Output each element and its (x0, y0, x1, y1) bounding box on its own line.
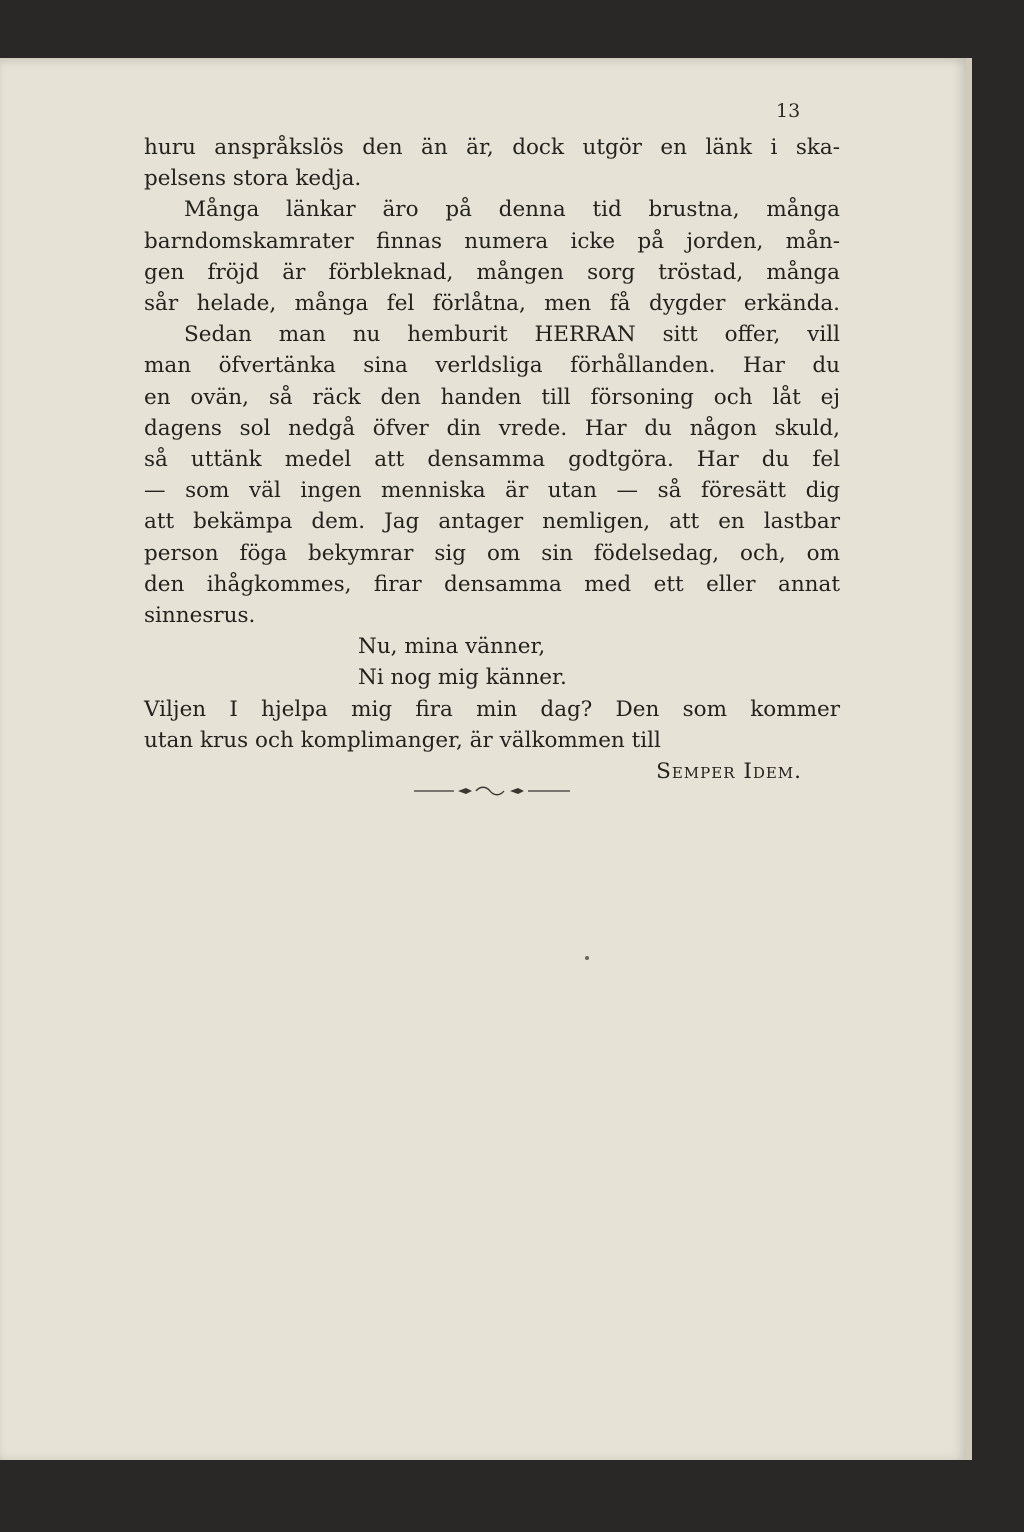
text-line: person föga bekymrar sig om sin födelsedag, och, om (144, 540, 840, 566)
page-text (144, 132, 840, 787)
verse-line: Ni nog mig känner. (358, 665, 567, 691)
text-line: gen fröjd är förbleknad, mången sorg tröstad, många (144, 259, 840, 285)
page-edge (966, 58, 972, 1460)
text-line: en ovän, så räck den handen till försoning och låt ej (144, 384, 840, 410)
ornament-divider (414, 784, 570, 798)
text-line: pelsens stora kedja. (144, 166, 362, 192)
text-line: så uttänk medel att densamma godtgöra. Har du fel (144, 447, 840, 473)
text-line: man öfvertänka sina verldsliga förhållanden. Har du (144, 353, 840, 379)
text-line: den ihågkommes, firar densamma med ett eller annat (144, 571, 840, 597)
text-line: barndomskamrater finnas numera icke på jorden, mån- (144, 228, 840, 254)
text-line: sår helade, många fel förlåtna, men få dygder erkända. (144, 291, 840, 317)
text-line: Sedan man nu hemburit HERRAN sitt offer, vill (184, 322, 840, 348)
text-line: Viljen I hjelpa mig fira min dag? Den som kommer (144, 696, 840, 722)
text-line: dagens sol nedgå öfver din vrede. Har du någon skuld, (144, 415, 840, 441)
text-line: huru anspråkslös den än är, dock utgör en länk i ska- (144, 135, 840, 160)
page-number: 13 (776, 100, 801, 122)
text-line: sinnesrus. (144, 603, 256, 629)
text-line: — som väl ingen menniska är utan — så föresätt dig (144, 478, 840, 504)
text-line: utan krus och komplimanger, är välkommen till (144, 727, 661, 753)
verse-line: Nu, mina vänner, (358, 634, 546, 660)
text-line: Många länkar äro på denna tid brustna, många (184, 197, 840, 223)
signature: Semper Idem. (656, 759, 802, 785)
paper-speck (585, 956, 589, 960)
text-line: att bekämpa dem. Jag antager nemligen, att en lastbar (144, 509, 840, 535)
